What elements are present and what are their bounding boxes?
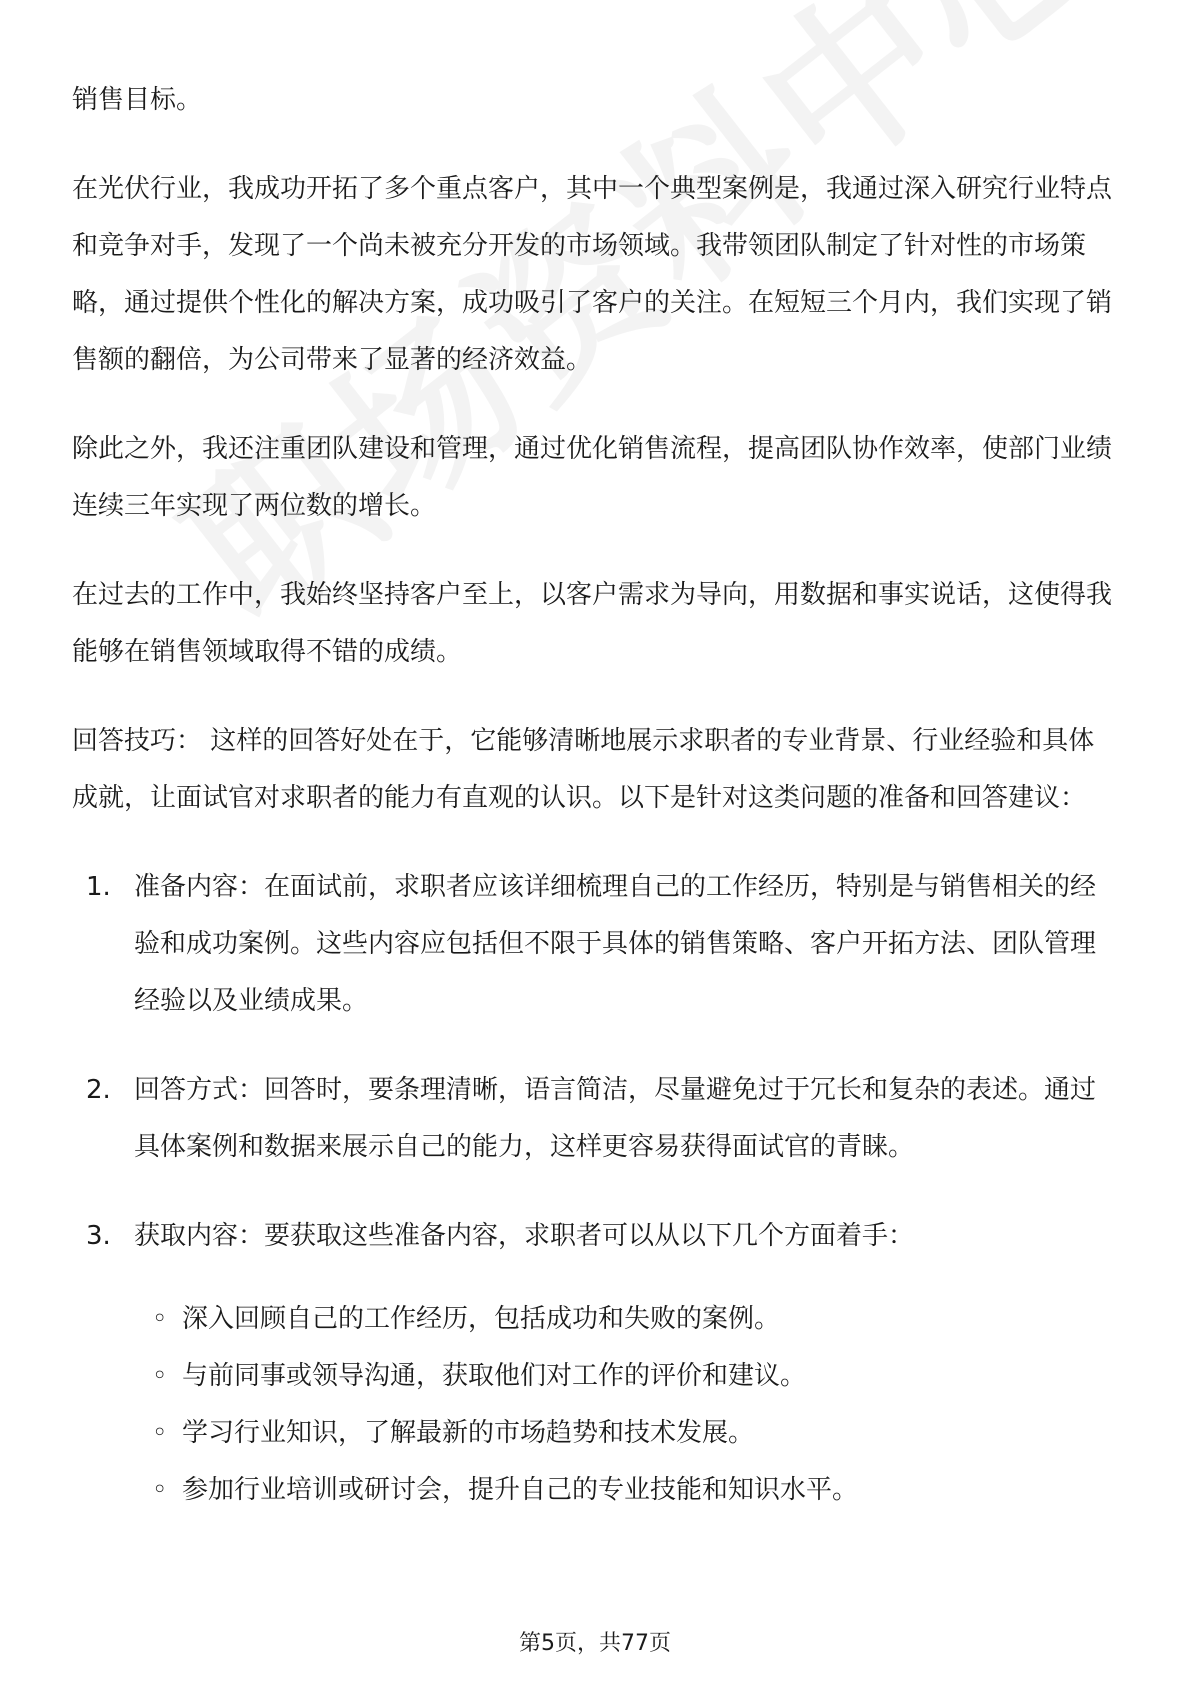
bullet-icon: ◦ <box>152 1475 168 1505</box>
list-item <box>72 859 1118 1030</box>
list-number: 3. <box>86 1221 111 1251</box>
sub-list-item <box>72 1291 1118 1348</box>
paragraph: 除此之外，我还注重团队建设和管理，通过优化销售流程，提高团队协作效率，使部门业绩连续三年实现了两位数的增长。 <box>72 434 1113 521</box>
sub-list-item-text: 深入回顾自己的工作经历，包括成功和失败的案例。 <box>182 1304 781 1334</box>
list-item-text: 准备内容：在面试前，求职者应该详细梳理自己的工作经历，特别是与销售相关的经验和成功案例。这些内容应包括但不限于具体的销售策略、客户开拓方法、团队管理经验以及业绩成果。 <box>134 872 1097 1016</box>
sub-list-item <box>72 1462 1118 1519</box>
bullet-icon: ◦ <box>152 1418 168 1448</box>
sub-list-item-text: 学习行业知识，了解最新的市场趋势和技术发展。 <box>182 1418 755 1448</box>
list-item <box>72 1208 1118 1265</box>
list-item <box>72 1062 1118 1176</box>
bullet-icon: ◦ <box>152 1361 168 1391</box>
sub-list-item <box>72 1405 1118 1462</box>
list-item-text: 获取内容：要获取这些准备内容，求职者可以从以下几个方面着手： <box>134 1221 915 1251</box>
list-number: 1. <box>86 872 111 902</box>
list-number: 2. <box>86 1075 111 1105</box>
sub-list <box>72 1291 1118 1519</box>
answer-tips-paragraph: 回答技巧： 这样的回答好处在于，它能够清晰地展示求职者的专业背景、行业经验和具体成就，让面试官对求职者的能力有直观的认识。以下是针对这类问题的准备和回答建议： <box>72 726 1095 813</box>
list-item-text: 回答方式：回答时，要条理清晰，语言简洁，尽量避免过于冗长和复杂的表述。通过具体案例和数据来展示自己的能力，这样更容易获得面试官的青睐。 <box>134 1075 1097 1162</box>
sub-list-item-text: 参加行业培训或研讨会，提升自己的专业技能和知识水平。 <box>182 1475 859 1505</box>
document-body <box>72 72 1118 1519</box>
paragraph: 在光伏行业，我成功开拓了多个重点客户，其中一个典型案例是，我通过深入研究行业特点和竞争对手，发现了一个尚未被充分开发的市场领域。我带领团队制定了针对性的市场策略，通过提供个性化的解决方案，成功吸引了客户的关注。在短短三个月内，我们实现了销售额的翻倍，为公司带来了显著的经济效益。 <box>72 174 1113 375</box>
paragraph: 销售目标。 <box>72 85 203 115</box>
sub-list-item-text: 与前同事或领导沟通，获取他们对工作的评价和建议。 <box>182 1361 807 1391</box>
page-number: 第5页，共77页 <box>519 1631 671 1656</box>
sub-list-item <box>72 1348 1118 1405</box>
bullet-icon: ◦ <box>152 1304 168 1334</box>
paragraph: 在过去的工作中，我始终坚持客户至上，以客户需求为导向，用数据和事实说话，这使得我能够在销售领域取得不错的成绩。 <box>72 580 1113 667</box>
